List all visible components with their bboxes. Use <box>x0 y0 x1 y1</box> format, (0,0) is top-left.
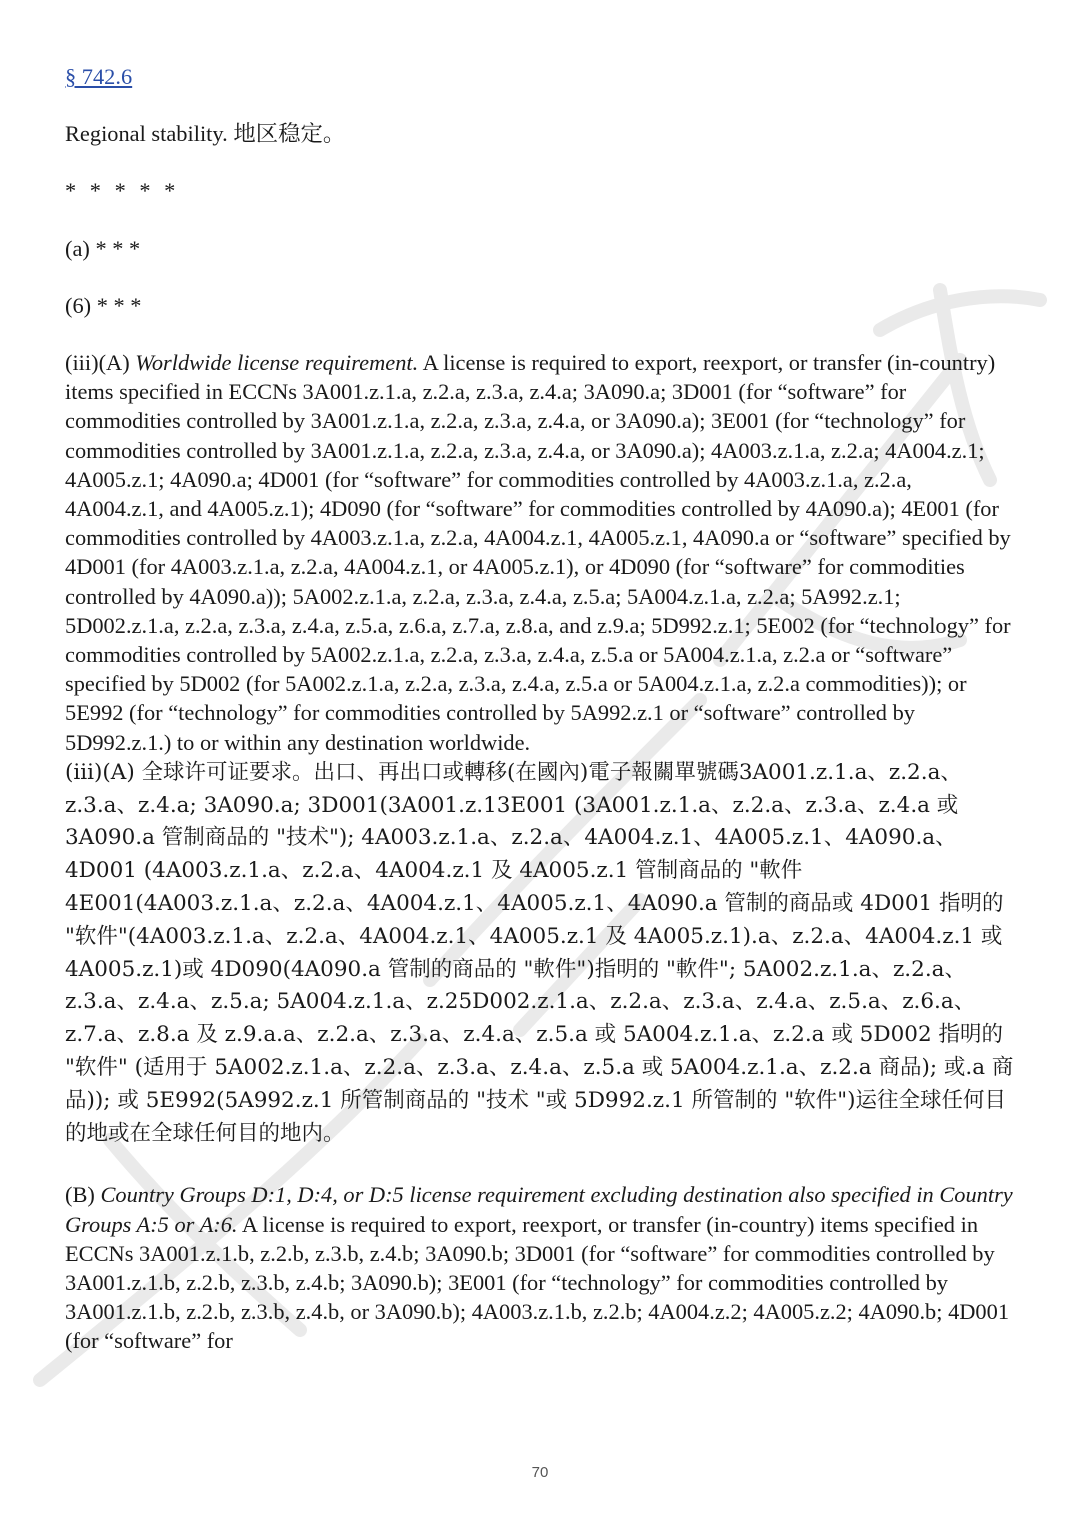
document-body <box>65 62 1015 1384</box>
page-number: 70 <box>531 1464 549 1481</box>
paragraph-label: (iii)(A) <box>65 350 136 376</box>
paragraph-title: Worldwide license requirement. <box>135 350 419 376</box>
paragraph-iii-a-translation: (iii)(A) 全球许可证要求。出口、再出口或轉移(在國內)電子報關單號碼3A001.z.1.a、z.2.a、z.3.a、z.4.a; 3A090.a; 3D001(3A001.z.13E001 (3A001.z.1.a、z.2.a、z.3.a、z.4.a 或 3A090.a 管制商品的 "技术"); 4A003.z.1.a、z.2.a、4A004.z.1、4A005.z.1、4A090.a、4D001 (4A003.z.1.a、z.2.a、4A004.z.1 及 4A005.z.1 管制商品的 "軟件 4E001(4A003.z.1.a、z.2.a、4A004.z.1、4A005.z.1、4A090.a 管制的商品或 4D001 指明的 "软件"(4A003.z.1.a、z.2.a、4A004.z.1、4A005.z.1 及 4A005.z.1).a、z.2.a、4A004.z.1 或 4A005.z.1)或 4D090(4A090.a 管制的商品的 "軟件")指明的 "軟件"; 5A002.z.1.a、z.2.a、z.3.a、z.4.a、z.5.a; 5A004.z.1.a、z.25D002.z.1.a、z.2.a、z.3.a、z.4.a、z.5.a、z.6.a、z.7.a、z.8.a 及 z.9.a.a、z.2.a、z.3.a、z.4.a、z.5.a 或 5A004.z.1.a、z.2.a 或 5D002 指明的 "软件" (适用于 5A002.z.1.a、z.2.a、z.3.a、z.4.a、z.5.a 或 5A004.z.1.a、z.2.a 商品); 或.a 商品)); 或 5E992(5A992.z.1 所管制商品的 "技术 "或 5D992.z.1 所管制的 "软件")运往全球任何目的地或在全球任何目的地内。 <box>65 759 1014 1146</box>
paragraph-iii-a <box>65 348 1015 757</box>
omission-stars: * * * * * <box>65 178 180 204</box>
paragraph-title: Country Groups D:1, D:4, or D:5 license requirement excluding destination also specified in Country Groups A:5 or A:6. <box>65 1182 1013 1237</box>
paragraph-label: (B) <box>65 1182 101 1208</box>
paragraph-text: A license is required to export, reexport, or transfer (in-country) items specified in ECCNs 3A001.z.1.a, z.2.a, z.3.a, z.4.a; 3A090.a; 3D001 (for “software” for commodities controlled by 3A001.z.1.a, z.2.a, z.3.a, z.4.a, or 3A090.a); 3E001 (for “technology” for commodities controlled by 3A001.z.1.a, z.2.a, z.3.a, z.4.a, or 3A090.a); 4A003.z.1.a, z.2.a; 4A004.z.1; 4A005.z.1; 4A090.a; 4D001 (for “software” for commodities controlled by 4A003.z.1.a, z.2.a, 4A004.z.1, and 4A005.z.1); 4D090 (for “software” for commodities controlled by 4A090.a); 4E001 (for commodities controlled by 4A003.z.1.a, z.2.a, 4A004.z.1, 4A005.z.1, 4A090.a or “software” specified by 4D001 (for 4A003.z.1.a, z.2.a, 4A004.z.1, or 4A005.z.1), or 4D090 (for “software” for commodities controlled by 4A090.a)); 5A002.z.1.a, z.2.a, z.3.a, z.4.a, z.5.a; 5A004.z.1.a, z.2.a; 5A992.z.1; 5D002.z.1.a, z.2.a, z.3.a, z.4.a, z.5.a, z.6.a, z.7.a, z.8.a, and z.9.a; 5D992.z.1; 5E002 (for “technology” for commodities controlled by 5A002.z.1.a, z.2.a, z.3.a, z.4.a, z.5.a or 5A004.z.1.a, z.2.a or “software” specified by 5D002 (for 5A002.z.1.a, z.2.a, z.3.a, z.4.a, z.5.a or 5A004.z.1.a, z.2.a commodities)); or 5E992 (for “technology” for commodities controlled by 5A992.z.1 or “software” controlled by 5D992.z.1.) to or within any destination worldwide. <box>65 350 1011 755</box>
section-link[interactable]: § 742.6 <box>65 64 133 89</box>
paragraph-b <box>65 1180 1015 1355</box>
paragraph-a: (a) * * * <box>65 235 141 261</box>
paragraph-text: A license is required to export, reexport, or transfer (in-country) items specified in ECCNs 3A001.z.1.b, z.2.b, z.3.b, z.4.b; 3A090.b; 3D001 (for “software” for commodities controlled by 3A001.z.1.b, z.2.b, z.3.b, z.4.b; 3A090.b); 3E001 (for “technology” for commodities controlled by 3A001.z.1.b, z.2.b, z.3.b, z.4.b, or 3A090.b); 4A003.z.1.b, z.2.b; 4A004.z.2; 4A005.z.2; 4A090.b; 4D001 (for “software” for <box>65 1211 1010 1354</box>
paragraph-6: (6) * * * <box>65 292 142 318</box>
section-heading: Regional stability. 地区稳定。 <box>65 121 346 147</box>
